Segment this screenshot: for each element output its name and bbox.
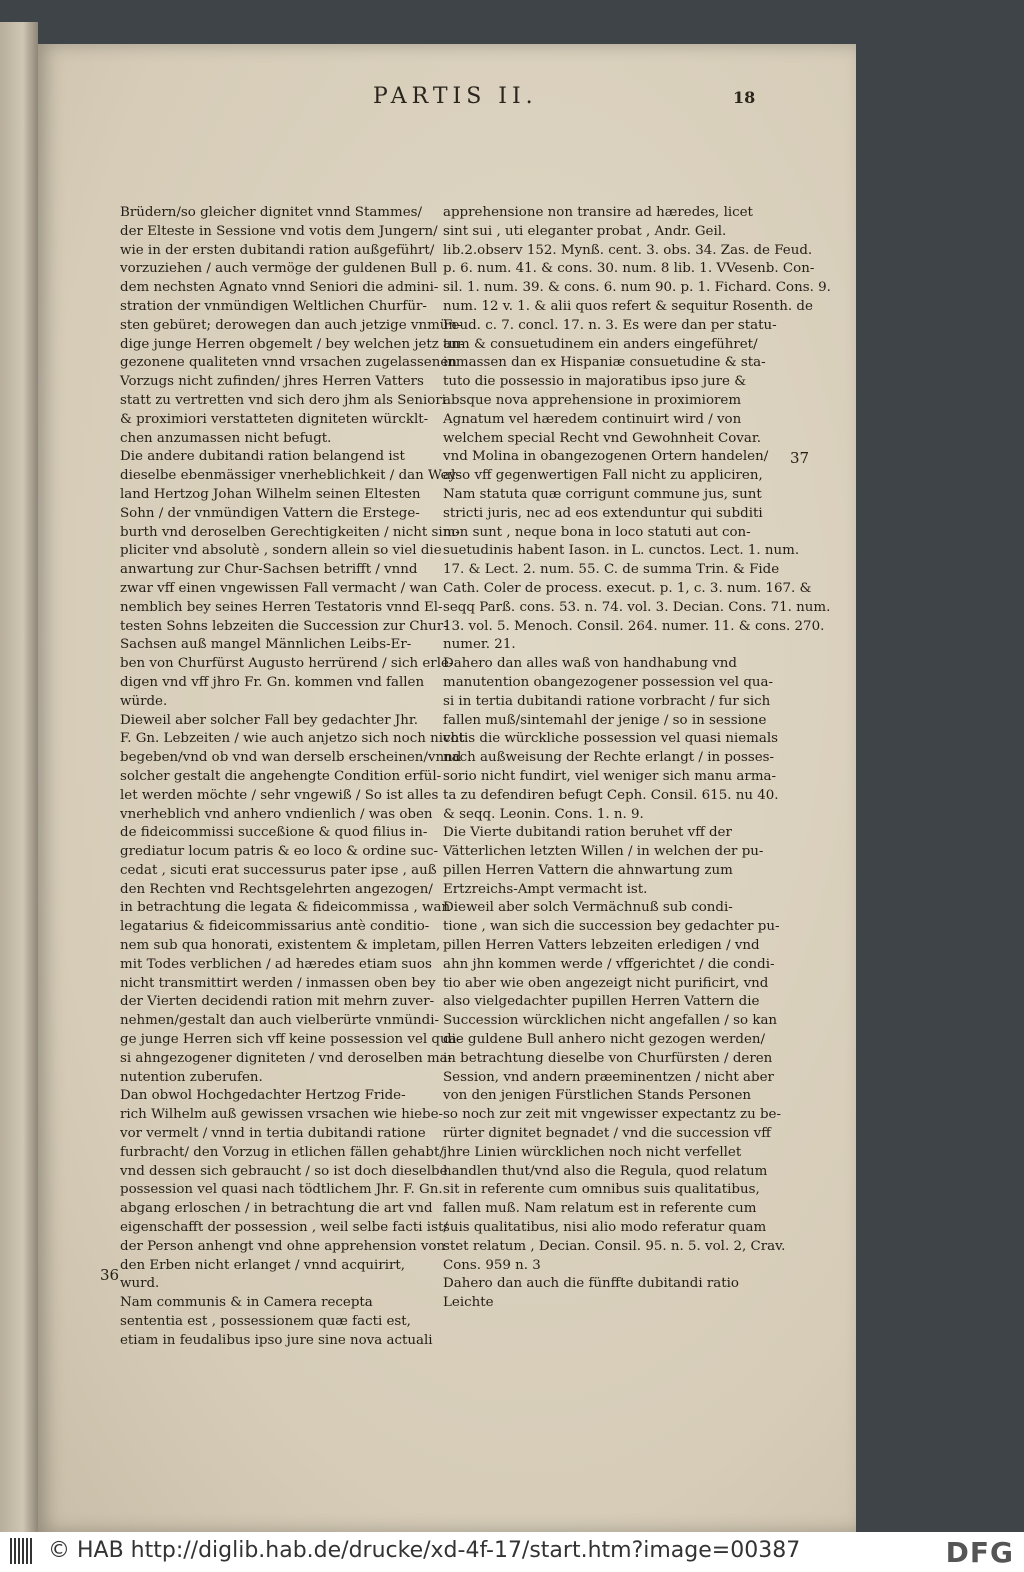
text-line: Vorzugs nicht zufinden/ jhres Herren Vatters bbox=[120, 374, 424, 390]
text-line: in betrachtung die legata & fideicommissa , wan bbox=[120, 900, 451, 916]
text-line: dige junge Herren obgemelt / bey welchen jetz an- bbox=[120, 336, 465, 352]
text-line: den Erben nicht erlanget / vnnd acquirirt, bbox=[120, 1257, 406, 1273]
running-head: PARTIS II. bbox=[373, 84, 538, 109]
copyright-link[interactable]: © HAB http://diglib.hab.de/drucke/xd-4f-17/start.htm?image=00387 bbox=[48, 1538, 801, 1563]
text-line: lib.2.observ 152. Mynß. cent. 3. obs. 34. Zas. de Feud. bbox=[443, 242, 813, 258]
text-line: ahn jhn kommen werde / vffgerichtet / die condi- bbox=[443, 956, 775, 972]
margin-number-right: 37 bbox=[790, 449, 810, 467]
text-line: ta zu defendiren befugt Ceph. Consil. 615. nu 40. bbox=[443, 787, 779, 803]
text-line: Dahero dan auch die fünffte dubitandi ratio bbox=[443, 1276, 739, 1292]
text-line: ge junge Herren sich vff keine possession vel qua- bbox=[120, 1032, 462, 1048]
text-line: vorzuziehen / auch vermöge der guldenen Bull bbox=[120, 261, 438, 277]
text-line: numer. 21. bbox=[443, 637, 516, 653]
text-line: pillen Herren Vatters lebzeiten erledigen / vnd bbox=[443, 938, 760, 954]
text-line: pliciter vnd absolutè , sondern allein so viel die bbox=[120, 543, 442, 559]
text-line: pillen Herren Vattern die ahnwartung zum bbox=[443, 862, 733, 878]
text-line: sil. 1. num. 39. & cons. 6. num 90. p. 1. Fichard. Cons. 9. bbox=[443, 280, 831, 296]
text-line: der Vierten decidendi ration mit mehrn zuver- bbox=[120, 994, 435, 1010]
text-line: Brüdern/so gleicher dignitet vnnd Stammes/ bbox=[120, 205, 423, 220]
text-line: digen vnd vff jhro Fr. Gn. kommen vnd fallen bbox=[120, 674, 425, 690]
text-line: testen Sohns lebzeiten die Succession zur Chur- bbox=[120, 618, 448, 634]
text-line: von den jenigen Fürstlichen Stands Personen bbox=[443, 1088, 752, 1104]
footer-bar bbox=[0, 1532, 1024, 1572]
text-line: vnd Molina in obangezogenen Ortern handelen/ bbox=[443, 449, 769, 465]
adjacent-page-edge bbox=[0, 22, 38, 1532]
text-line: nutention zuberufen. bbox=[120, 1069, 263, 1085]
text-line: mit Todes verblichen / ad hæredes etiam suos bbox=[120, 956, 432, 972]
text-line: sententia est , possessionem quæ facti est, bbox=[120, 1314, 411, 1330]
text-line: Ertzreichs-Ampt vermacht ist. bbox=[443, 881, 648, 897]
text-line: Cath. Coler de process. execut. p. 1, c. 3. num. 167. & bbox=[443, 580, 812, 596]
text-line: absque nova apprehensione in proximiorem bbox=[443, 392, 742, 408]
dfg-logo: DFG bbox=[945, 1536, 1014, 1569]
text-line: der Elteste in Sessione vnd votis dem Jungern/ bbox=[120, 223, 438, 239]
text-line: num. 12 v. 1. & alii quos refert & sequitur Rosenth. de bbox=[443, 298, 813, 314]
text-line: seqq Parß. cons. 53. n. 74. vol. 3. Decian. Cons. 71. num. bbox=[443, 599, 831, 615]
text-line: tio aber wie oben angezeigt nicht purificirt, vnd bbox=[443, 975, 769, 991]
text-line: de fideicommissi succeßione & quod filius in- bbox=[120, 825, 428, 841]
text-line: stet relatum , Decian. Consil. 95. n. 5. vol. 2, Crav. bbox=[443, 1238, 786, 1254]
text-line: sorio nicht fundirt, viel weniger sich manu arma- bbox=[443, 768, 777, 784]
text-line: nem sub qua honorati, existentem & impletam, bbox=[120, 938, 441, 954]
text-line: Leichte bbox=[443, 1295, 494, 1311]
text-line: suis qualitatibus, nisi alio modo referatur quam bbox=[443, 1220, 767, 1236]
text-line: burth vnd deroselben Gerechtigkeiten / nicht sim- bbox=[120, 524, 460, 540]
text-line: let werden möchte / sehr vngewiß / So ist alles bbox=[120, 787, 439, 803]
text-line: dem nechsten Agnato vnnd Seniori die admini- bbox=[120, 280, 439, 296]
page-number: 18 bbox=[733, 88, 756, 107]
text-line: gezonene qualiteten vnnd vrsachen zugelassenen bbox=[120, 355, 457, 371]
text-line: Dahero dan alles waß von handhabung vnd bbox=[443, 656, 737, 672]
text-line: Sohn / der vnmündigen Vattern die Erstege- bbox=[120, 505, 420, 521]
margin-number-left: 36 bbox=[100, 1266, 120, 1284]
text-line: abgang erloschen / in betrachtung die art vnd bbox=[120, 1201, 433, 1217]
text-line: solcher gestalt die angehengte Condition erfül- bbox=[120, 768, 442, 784]
text-line: Vätterlichen letzten Willen / in welchen der pu- bbox=[443, 844, 764, 860]
text-line: der Person anhengt vnd ohne apprehension von bbox=[120, 1238, 446, 1254]
text-line: den Rechten vnd Rechtsgelehrten angezogen/ bbox=[120, 881, 433, 897]
text-line: Succession würcklichen nicht angefallen / so kan bbox=[443, 1013, 778, 1029]
text-line: vor vermelt / vnnd in tertia dubitandi ratione bbox=[120, 1126, 426, 1142]
text-line: also vielgedachter pupillen Herren Vattern die bbox=[443, 994, 760, 1010]
text-line: eigenschafft der possession , weil selbe facti ist/ bbox=[120, 1220, 448, 1236]
text-line: si ahngezogener digniteten / vnd deroselben ma- bbox=[120, 1050, 453, 1066]
text-line: tuto die possessio in majoratibus ipso jure & bbox=[443, 374, 747, 390]
text-line: wurd. bbox=[120, 1276, 160, 1292]
text-line: begeben/vnd ob vnd wan derselb erscheinen/vnnd bbox=[120, 750, 462, 766]
text-line: 13. vol. 5. Menoch. Consil. 264. numer. 11. & cons. 270. bbox=[443, 618, 825, 634]
text-line: possession vel quasi nach tödtlichem Jhr. F. Gn. bbox=[120, 1182, 443, 1198]
text-line: Dieweil aber solcher Fall bey gedachter Jhr. bbox=[120, 712, 419, 728]
text-line: welchem special Recht vnd Gewohnheit Covar. bbox=[443, 430, 762, 446]
book-page bbox=[38, 44, 856, 1532]
text-line: handlen thut/vnd also die Regula, quod relatum bbox=[443, 1163, 768, 1179]
text-line: statt zu vertretten vnd sich dero jhm als Seniori bbox=[120, 392, 446, 408]
text-line: Die Vierte dubitandi ration beruhet vff der bbox=[443, 825, 732, 841]
text-line: Nam statuta quæ corrigunt commune jus, sunt bbox=[443, 486, 762, 502]
text-line: fallen muß. Nam relatum est in referente cum bbox=[443, 1201, 757, 1217]
text-line: cedat , sicuti erat successurus pater ipse , auß bbox=[120, 862, 437, 878]
text-line: furbracht/ den Vorzug in etlichen fällen gehabt/ bbox=[120, 1144, 444, 1160]
text-line: nicht transmittirt werden / inmassen oben bey bbox=[120, 975, 436, 991]
text-line: Session, vnd andern præeminentzen / nicht aber bbox=[443, 1069, 774, 1085]
text-line: sint sui , uti eleganter probat , Andr. Geil. bbox=[443, 223, 727, 239]
text-line: land Hertzog Johan Wilhelm seinen Eltesten bbox=[120, 486, 421, 502]
text-line: nach außweisung der Rechte erlangt / in posses- bbox=[443, 750, 775, 766]
left-column bbox=[120, 204, 465, 1351]
text-line: zwar vff einen vngewissen Fall vermacht / wan bbox=[120, 580, 438, 596]
text-line: & proximiori verstatteten digniteten würcklt- bbox=[120, 411, 429, 427]
text-line: p. 6. num. 41. & cons. 30. num. 8 lib. 1. VVesenb. Con- bbox=[443, 261, 815, 277]
text-line: votis die würckliche possession vel quasi niemals bbox=[443, 731, 778, 747]
text-line: tione , wan sich die succession bey gedachter pu- bbox=[443, 919, 780, 935]
text-line: rich Wilhelm auß gewissen vrsachen wie hiebe- bbox=[120, 1107, 444, 1123]
text-line: non sunt , neque bona in loco statuti aut con- bbox=[443, 524, 751, 540]
text-line: in betrachtung dieselbe von Churfürsten / deren bbox=[443, 1050, 773, 1066]
text-line: sit in referente cum omnibus suis qualitatibus, bbox=[443, 1182, 760, 1198]
text-line: jhre Linien würcklichen noch nicht verfellet bbox=[443, 1144, 742, 1160]
text-line: F. Gn. Lebzeiten / wie auch anjetzo sich noch nicht bbox=[120, 731, 465, 747]
text-line: stration der vnmündigen Weltlichen Churfür- bbox=[120, 298, 427, 314]
text-line: Die andere dubitandi ration belangend ist bbox=[120, 449, 405, 465]
text-line: also vff gegenwertigen Fall nicht zu appliciren, bbox=[443, 468, 763, 484]
text-line: anwartung zur Chur-Sachsen betrifft / vnnd bbox=[120, 562, 418, 578]
text-line: die guldene Bull anhero nicht gezogen werden/ bbox=[443, 1032, 766, 1048]
text-line: so noch zur zeit mit vngewisser expectantz zu be- bbox=[443, 1107, 781, 1123]
text-line: tum & consuetudinem ein anders eingeführet/ bbox=[443, 336, 758, 352]
text-line: Feud. c. 7. concl. 17. n. 3. Es were dan per statu- bbox=[443, 317, 777, 333]
text-line: Cons. 959 n. 3 bbox=[443, 1257, 541, 1273]
text-line: legatarius & fideicommissarius antè conditio- bbox=[120, 919, 430, 935]
text-line: Dieweil aber solch Vermächnuß sub condi- bbox=[443, 900, 733, 916]
text-line: dieselbe ebenmässiger vnerheblichkeit / dan Wey- bbox=[120, 468, 461, 484]
text-line: suetudinis habent Iason. in L. cunctos. Lect. 1. num. bbox=[443, 543, 800, 559]
text-line: chen anzumassen nicht befugt. bbox=[120, 430, 332, 446]
text-line: 17. & Lect. 2. num. 55. C. de summa Trin. & Fide bbox=[443, 562, 780, 578]
text-line: nemblich bey seines Herren Testatoris vnnd El- bbox=[120, 599, 443, 615]
text-line: Dan obwol Hochgedachter Hertzog Fride- bbox=[120, 1088, 406, 1104]
text-line: wie in der ersten dubitandi ration außgeführt/ bbox=[120, 242, 435, 258]
text-line: ben von Churfürst Augusto herrürend / sich erle- bbox=[120, 656, 454, 672]
text-line: Sachsen auß mangel Männlichen Leibs-Er- bbox=[120, 637, 412, 653]
text-line: nehmen/gestalt dan auch vielberürte vnmündi- bbox=[120, 1013, 440, 1029]
text-line: stricti juris, nec ad eos extenduntur qui subditi bbox=[443, 505, 763, 521]
text-line: apprehensione non transire ad hæredes, licet bbox=[443, 205, 753, 220]
text-line: rürter dignitet begnadet / vnd die succession vff bbox=[443, 1126, 771, 1142]
hab-logo-icon bbox=[10, 1538, 38, 1566]
text-line: manutention obangezogener possession vel qua- bbox=[443, 674, 774, 690]
text-line: & seqq. Leonin. Cons. 1. n. 9. bbox=[443, 806, 644, 822]
text-line: Agnatum vel hæredem continuirt wird / von bbox=[443, 411, 742, 427]
text-line: sten gebüret; derowegen dan auch jetzige vnmün- bbox=[120, 317, 462, 333]
text-line: vnd dessen sich gebraucht / so ist doch dieselbe bbox=[120, 1163, 448, 1179]
text-line: inmassen dan ex Hispaniæ consuetudine & sta- bbox=[443, 355, 766, 371]
text-line: Nam communis & in Camera recepta bbox=[120, 1295, 373, 1311]
text-line: grediatur locum patris & eo loco & ordine suc- bbox=[120, 844, 438, 860]
text-line: fallen muß/sintemahl der jenige / so in sessione bbox=[443, 712, 767, 728]
text-line: etiam in feudalibus ipso jure sine nova actuali bbox=[120, 1332, 433, 1348]
text-line: würde. bbox=[120, 693, 168, 709]
text-line: si in tertia dubitandi ratione vorbracht / fur sich bbox=[443, 693, 771, 709]
text-line: vnerheblich vnd anhero vndienlich / was oben bbox=[120, 806, 433, 822]
